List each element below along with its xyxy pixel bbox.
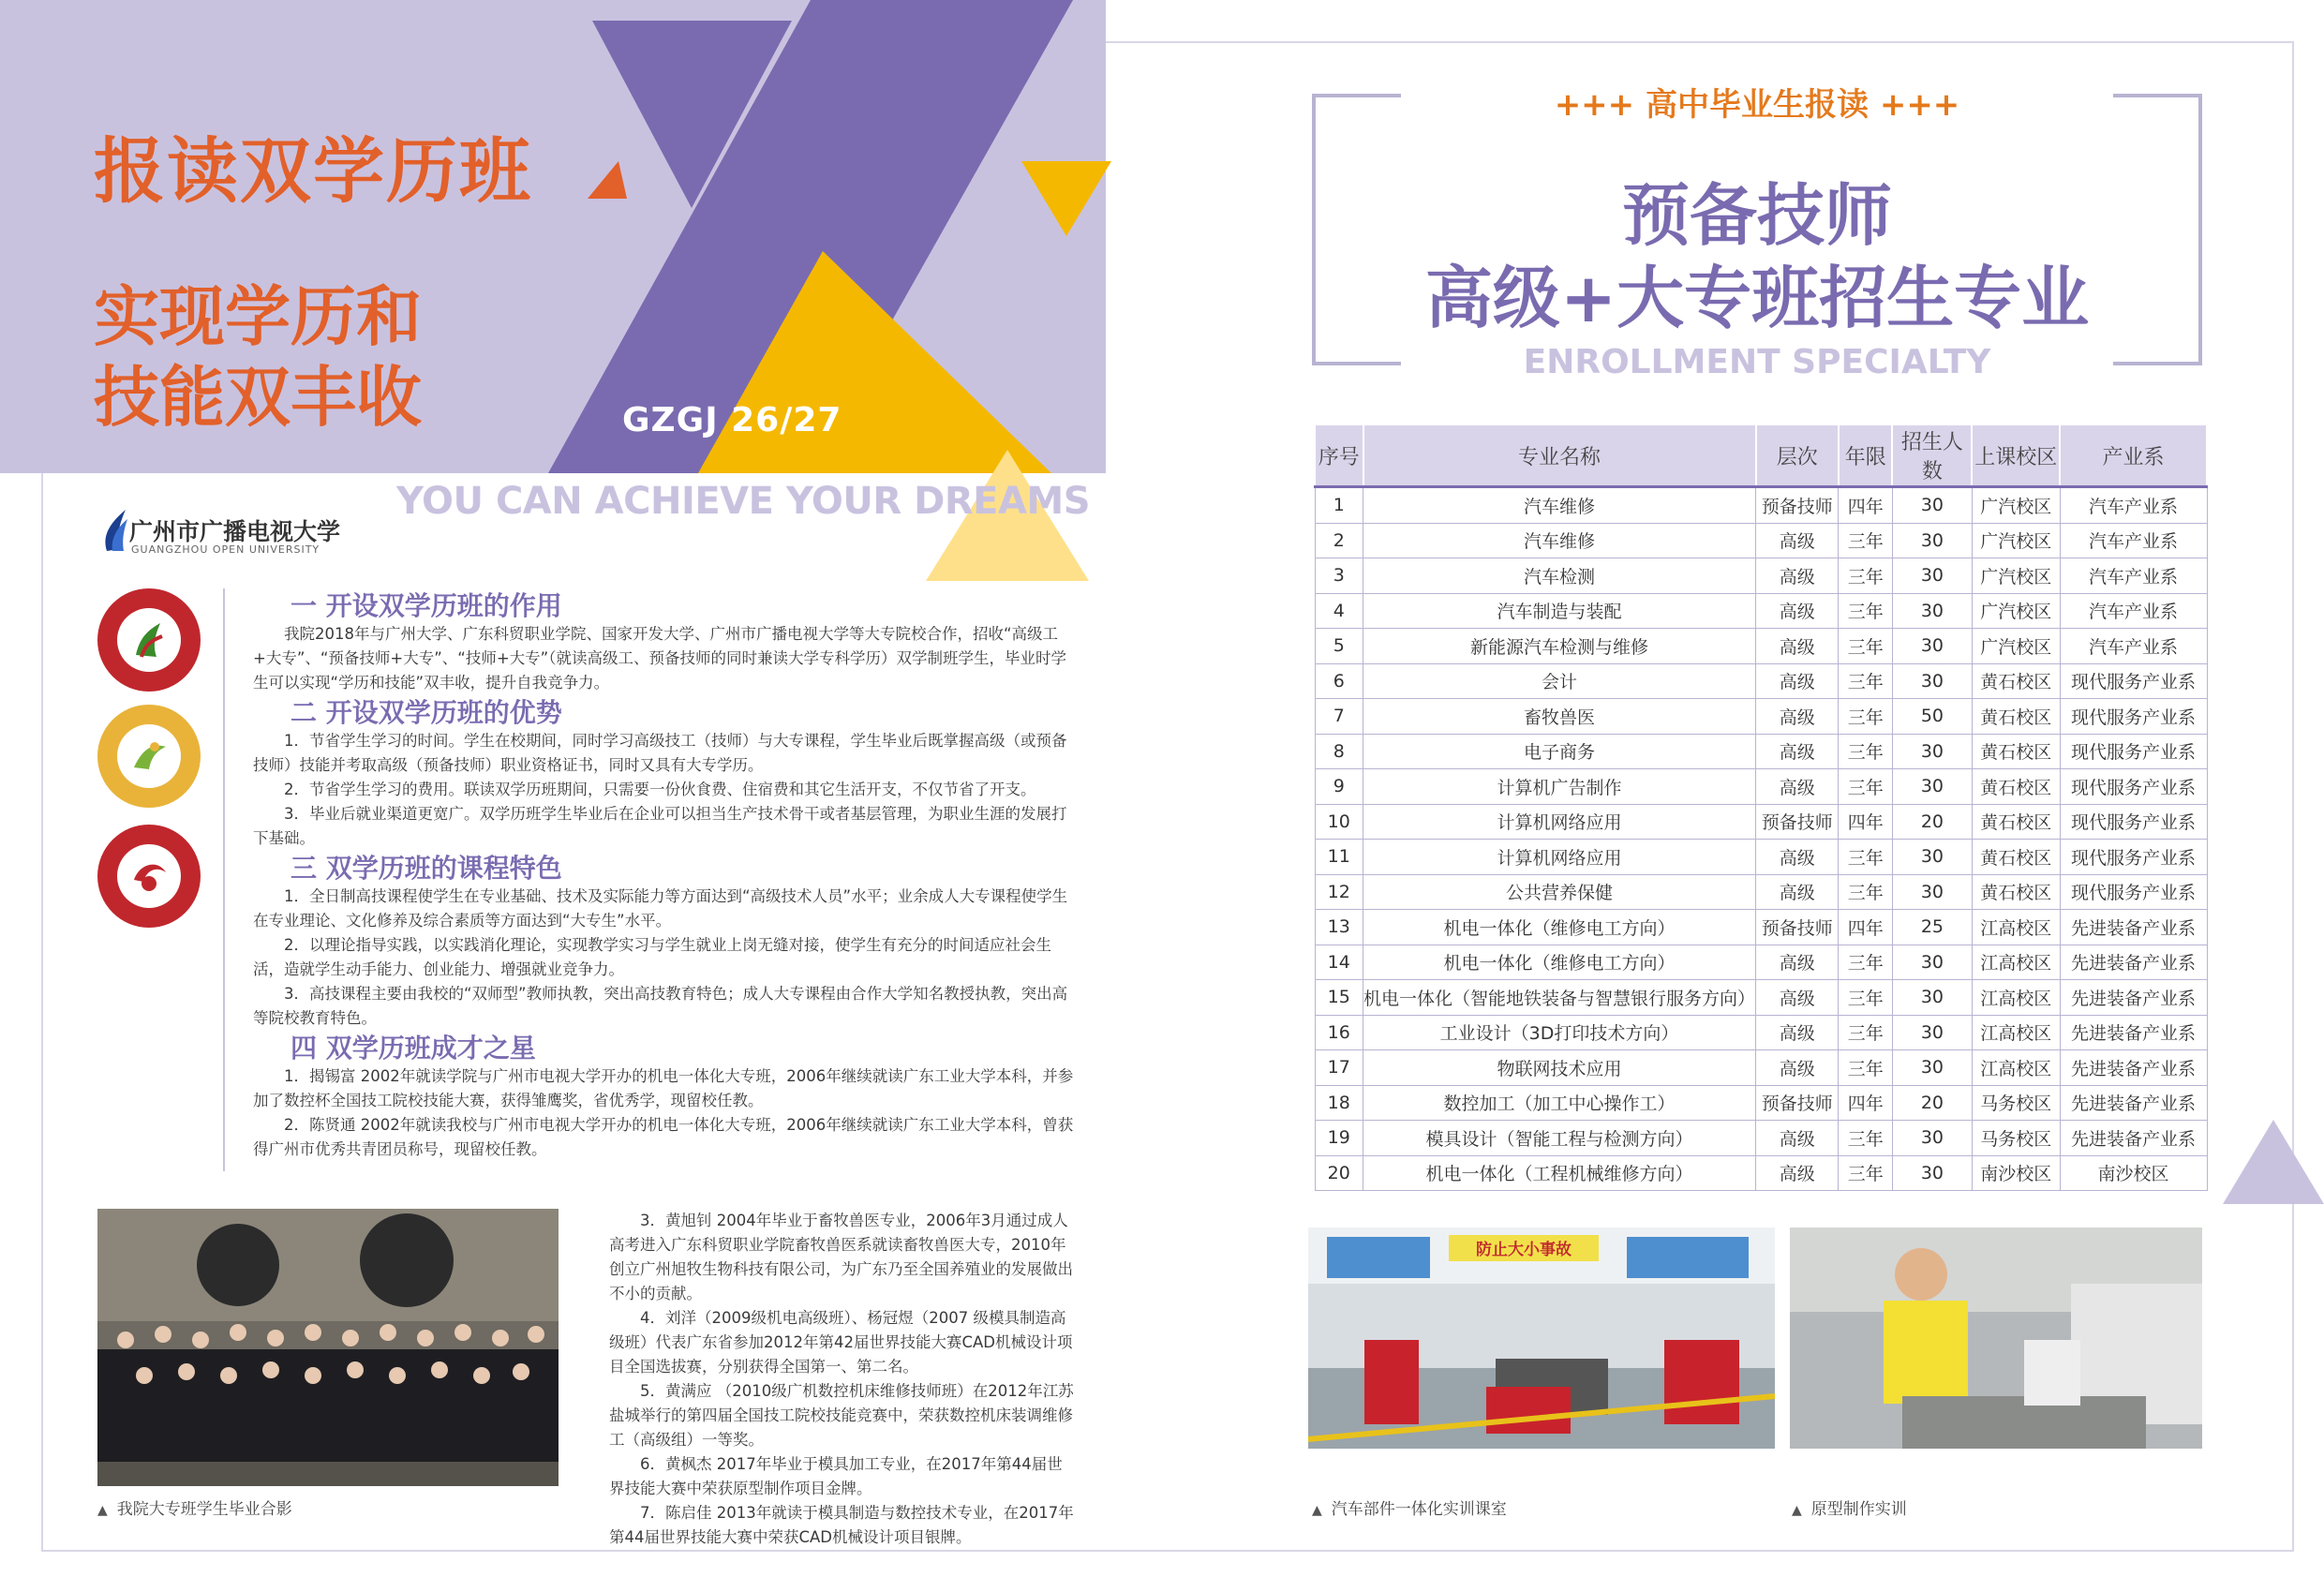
cell-quota: 25 (1892, 910, 1972, 945)
table-row (1315, 1085, 2207, 1121)
cell-duration: 三年 (1839, 945, 1892, 980)
cell-department: 汽车产业系 (2060, 523, 2207, 558)
cell-index: 16 (1315, 1015, 1363, 1050)
table-row (1315, 769, 2207, 805)
cell-quota: 30 (1892, 980, 1972, 1016)
paragraph: 6．黄枫杰 2017年毕业于模具加工专业，在2017年第44届世界技能大赛中荣获原型制作项目金牌。 (609, 1455, 1063, 1497)
cell-duration: 四年 (1839, 910, 1892, 945)
header-level: 层次 (1756, 424, 1839, 487)
hero-subtitle (94, 276, 422, 438)
heading-line1: 预备技师 (1621, 176, 1892, 255)
cell-duration: 三年 (1839, 1050, 1892, 1086)
cell-quota: 30 (1892, 629, 1972, 664)
paragraph: 5．黄满应 （2010级广机数控机床维修技师班）在2012年江苏盐城举行的第四届全国技工院校技能竞赛中，荣获数控机床装调维修工（高级组）一等奖。 (609, 1382, 1074, 1449)
cell-major: 计算机网络应用 (1363, 840, 1756, 875)
cell-index: 6 (1315, 663, 1363, 699)
cell-campus: 黄石校区 (1972, 804, 2060, 840)
cell-campus: 黄石校区 (1972, 699, 2060, 735)
header-major: 专业名称 (1363, 424, 1756, 487)
paragraph: 1．全日制高技课程使学生在专业基础、技术及实际能力等方面达到“高级技术人员”水平；业余成人大专课程使学生在专业理论、文化修养及综合素质等方面达到“大专生”水平。 (253, 887, 1068, 930)
cell-index: 10 (1315, 804, 1363, 840)
classroom-photo-caption (1312, 1495, 1507, 1519)
cell-duration: 三年 (1839, 874, 1892, 910)
hero-subtitle-line1: 实现学历和 (94, 278, 422, 355)
section-curriculum (253, 853, 1078, 1031)
cell-department: 先进装备产业系 (2060, 1121, 2207, 1156)
cell-major: 机电一体化（维修电工方向） (1363, 945, 1756, 980)
paragraph: 3．高技课程主要由我校的“双师型”教师执教，突出高技教育特色；成人大专课程由合作大学知名教授执教，突出高等院校教育特色。 (253, 985, 1068, 1027)
table-row (1315, 629, 2207, 664)
cell-department: 汽车产业系 (2060, 487, 2207, 524)
cell-major: 公共营养保健 (1363, 874, 1756, 910)
stars-continued (609, 1209, 1078, 1550)
header-quota: 招生人数 (1892, 424, 1972, 487)
cell-index: 15 (1315, 980, 1363, 1016)
cell-campus: 黄石校区 (1972, 874, 2060, 910)
heading-line2: 高级+大专班招生专业 (1424, 259, 2090, 337)
lavender-triangle (2223, 1120, 2324, 1204)
cell-level: 高级 (1756, 769, 1839, 805)
table-row (1315, 593, 2207, 629)
cell-campus: 江高校区 (1972, 910, 2060, 945)
cell-level: 高级 (1756, 874, 1839, 910)
table-row (1315, 558, 2207, 594)
cell-department: 汽车产业系 (2060, 558, 2207, 594)
cell-department: 先进装备产业系 (2060, 1015, 2207, 1050)
table-header-row (1315, 424, 2207, 487)
cell-campus: 江高校区 (1972, 1015, 2060, 1050)
vocational-college-seal-icon (97, 705, 201, 808)
cell-quota: 30 (1892, 1015, 1972, 1050)
cell-duration: 三年 (1839, 699, 1892, 735)
cell-quota: 30 (1892, 663, 1972, 699)
cell-department: 现代服务产业系 (2060, 699, 2207, 735)
cell-duration: 三年 (1839, 840, 1892, 875)
university-logo-icon (99, 506, 131, 553)
cell-quota: 30 (1892, 945, 1972, 980)
cell-quota: 30 (1892, 840, 1972, 875)
table-row (1315, 804, 2207, 840)
cell-department: 汽车产业系 (2060, 593, 2207, 629)
cell-index: 8 (1315, 734, 1363, 769)
cell-index: 17 (1315, 1050, 1363, 1086)
cell-department: 南沙校区 (2060, 1155, 2207, 1191)
cell-department: 先进装备产业系 (2060, 980, 2207, 1016)
header-index: 序号 (1315, 424, 1363, 487)
cell-quota: 30 (1892, 558, 1972, 594)
cell-campus: 广汽校区 (1972, 487, 2060, 524)
cell-index: 3 (1315, 558, 1363, 594)
cell-major: 计算机网络应用 (1363, 804, 1756, 840)
cell-index: 19 (1315, 1121, 1363, 1156)
triangle-bullet-icon: ▲ (97, 1503, 108, 1518)
cell-quota: 30 (1892, 769, 1972, 805)
cell-major: 模具设计（智能工程与检测方向） (1363, 1121, 1756, 1156)
paragraph: 3．黄旭钊 2004年毕业于畜牧兽医专业，2006年3月通过成人高考进入广东科贸职业学院畜牧兽医系就读畜牧兽医大专，2010年创立广州旭牧生物科技有限公司，为广东乃至全国养殖业的发展做出不小的贡献。 (609, 1212, 1073, 1302)
triangle-bullet-icon: ▲ (1312, 1503, 1322, 1518)
article-body (253, 588, 1078, 1162)
cell-duration: 三年 (1839, 734, 1892, 769)
cell-department: 先进装备产业系 (2060, 945, 2207, 980)
cell-duration: 三年 (1839, 593, 1892, 629)
cell-major: 数控加工（加工中心操作工） (1363, 1085, 1756, 1121)
specialty-table (1314, 424, 2208, 1191)
table-row (1315, 945, 2207, 980)
section-title: 三 双学历班的课程特色 (290, 853, 562, 884)
cell-campus: 广汽校区 (1972, 558, 2060, 594)
cell-major: 机电一体化（智能地铁装备与智慧银行服务方向） (1363, 980, 1756, 1016)
cell-index: 13 (1315, 910, 1363, 945)
cell-index: 20 (1315, 1155, 1363, 1191)
cell-level: 高级 (1756, 980, 1839, 1016)
cell-index: 14 (1315, 945, 1363, 980)
cell-index: 1 (1315, 487, 1363, 524)
section-title: 一 开设双学历班的作用 (290, 590, 562, 621)
cell-duration: 三年 (1839, 558, 1892, 594)
cell-major: 汽车维修 (1363, 523, 1756, 558)
auto-parts-classroom-photo (1308, 1227, 1775, 1449)
cell-duration: 三年 (1839, 523, 1892, 558)
cell-level: 预备技师 (1756, 804, 1839, 840)
cell-department: 现代服务产业系 (2060, 663, 2207, 699)
table-row (1315, 910, 2207, 945)
cell-campus: 广汽校区 (1972, 629, 2060, 664)
cell-duration: 三年 (1839, 769, 1892, 805)
cell-quota: 30 (1892, 1050, 1972, 1086)
cell-level: 高级 (1756, 1050, 1839, 1086)
section-title: 四 双学历班成才之星 (290, 1033, 536, 1064)
cell-quota: 50 (1892, 699, 1972, 735)
cell-campus: 马务校区 (1972, 1121, 2060, 1156)
cell-department: 现代服务产业系 (2060, 734, 2207, 769)
cell-index: 12 (1315, 874, 1363, 910)
cell-campus: 江高校区 (1972, 945, 2060, 980)
cell-quota: 30 (1892, 734, 1972, 769)
cell-major: 电子商务 (1363, 734, 1756, 769)
table-row (1315, 1050, 2207, 1086)
university-name-cn: 广州市广播电视大学 (129, 518, 341, 545)
open-university-seal-icon (97, 825, 201, 928)
paragraph: 我院2018年与广州大学、广东科贸职业学院、国家开发大学、广州市广播电视大学等大专院校合作，招收“高级工+大专”、“预备技师+大专”、“技师+大专”（就读高级工、预备技师的同时兼读大学专科学历）双学制班学生，毕业时学生可以实现“学历和技能”双丰收，提升自我竞争力。 (253, 625, 1066, 692)
cell-department: 先进装备产业系 (2060, 1085, 2207, 1121)
cell-level: 高级 (1756, 629, 1839, 664)
cell-campus: 江高校区 (1972, 980, 2060, 1016)
cell-index: 9 (1315, 769, 1363, 805)
cell-index: 11 (1315, 840, 1363, 875)
cell-duration: 三年 (1839, 629, 1892, 664)
caption-text: 汽车部件一体化实训课室 (1331, 1500, 1507, 1519)
cell-major: 物联网技术应用 (1363, 1050, 1756, 1086)
paragraph: 2．节省学生学习的费用。联读双学历班期间，只需要一份伙食费、住宿费和其它生活开支，不仅节省了开支。 (284, 781, 1036, 798)
header-campus: 上课校区 (1972, 424, 2060, 487)
cell-quota: 30 (1892, 874, 1972, 910)
cell-duration: 三年 (1839, 980, 1892, 1016)
cell-major: 新能源汽车检测与维修 (1363, 629, 1756, 664)
cell-department: 先进装备产业系 (2060, 1050, 2207, 1086)
hero-title: 报读双学历班 (94, 129, 532, 213)
paragraph: 4．刘洋（2009级机电高级班）、杨冠煜（2007 级模具制造高级班）代表广东省参加2012年第42届世界技能大赛CAD机械设计项目全国选拔赛，分别获得全国第一、第二名。 (609, 1309, 1073, 1376)
paragraph: 1．揭锡富 2002年就读学院与广州市电视大学开办的机电一体化大专班，2006年继续就读广东工业大学本科，并参加了数控杯全国技工院校技能大赛，获得雏鹰奖，省优秀学，现留校任教。 (253, 1067, 1074, 1109)
table-row (1315, 1121, 2207, 1156)
table-row (1315, 663, 2207, 699)
cell-campus: 南沙校区 (1972, 1155, 2060, 1191)
cell-level: 高级 (1756, 1015, 1839, 1050)
orange-triangle (588, 161, 627, 199)
cell-level: 预备技师 (1756, 910, 1839, 945)
cell-duration: 三年 (1839, 1121, 1892, 1156)
cell-campus: 广汽校区 (1972, 523, 2060, 558)
audience-label: +++ 高中毕业生报读 +++ (1537, 79, 1977, 125)
cell-level: 预备技师 (1756, 1085, 1839, 1121)
cell-level: 高级 (1756, 840, 1839, 875)
table-row (1315, 523, 2207, 558)
cell-duration: 四年 (1839, 487, 1892, 524)
cell-campus: 黄石校区 (1972, 734, 2060, 769)
cell-major: 计算机广告制作 (1363, 769, 1756, 805)
table-row (1315, 840, 2207, 875)
table-body (1315, 487, 2207, 1191)
cell-quota: 30 (1892, 1121, 1972, 1156)
cell-level: 高级 (1756, 558, 1839, 594)
section-advantages (253, 697, 1078, 851)
workshop-photo-caption (1792, 1495, 1907, 1519)
table-row (1315, 980, 2207, 1016)
cell-level: 高级 (1756, 945, 1839, 980)
table-row (1315, 487, 2207, 524)
cell-campus: 黄石校区 (1972, 663, 2060, 699)
section-stars (253, 1033, 1078, 1162)
prototype-workshop-photo (1790, 1227, 2202, 1449)
cell-department: 现代服务产业系 (2060, 874, 2207, 910)
cell-major: 汽车维修 (1363, 487, 1756, 524)
cell-level: 高级 (1756, 1155, 1839, 1191)
cell-level: 高级 (1756, 734, 1839, 769)
paragraph: 2．以理论指导实践，以实践消化理论，实现教学实习与学生就业上岗无缝对接，使学生有充分的时间适应社会生活，造就学生动手能力、创业能力、增强就业竞争力。 (253, 936, 1051, 978)
cell-campus: 广汽校区 (1972, 593, 2060, 629)
university-name-en: GUANGZHOU OPEN UNIVERSITY (131, 543, 320, 556)
cell-department: 现代服务产业系 (2060, 840, 2207, 875)
paragraph: 1．节省学生学习的时间。学生在校期间，同时学习高级技工（技师）与大专课程，学生毕业后既掌握高级（或预备技师）技能并考取高级（预备技师）职业资格证书，同时又具有大专学历。 (253, 732, 1067, 774)
cell-duration: 四年 (1839, 1085, 1892, 1121)
table-row (1315, 734, 2207, 769)
cell-duration: 三年 (1839, 1015, 1892, 1050)
cell-department: 汽车产业系 (2060, 629, 2207, 664)
caption-text: 原型制作实训 (1810, 1500, 1907, 1519)
cell-duration: 三年 (1839, 1155, 1892, 1191)
cell-level: 高级 (1756, 593, 1839, 629)
cell-department: 先进装备产业系 (2060, 910, 2207, 945)
cell-quota: 20 (1892, 1085, 1972, 1121)
cell-index: 4 (1315, 593, 1363, 629)
cell-campus: 江高校区 (1972, 1050, 2060, 1086)
triangle-bullet-icon: ▲ (1792, 1503, 1802, 1518)
cell-quota: 20 (1892, 804, 1972, 840)
cell-quota: 30 (1892, 523, 1972, 558)
table-row (1315, 874, 2207, 910)
cell-duration: 三年 (1839, 663, 1892, 699)
cell-quota: 30 (1892, 1155, 1972, 1191)
cell-duration: 四年 (1839, 804, 1892, 840)
cell-major: 会计 (1363, 663, 1756, 699)
cell-index: 5 (1315, 629, 1363, 664)
cell-major: 机电一体化（工程机械维修方向） (1363, 1155, 1756, 1191)
cell-department: 现代服务产业系 (2060, 804, 2207, 840)
cell-campus: 黄石校区 (1972, 840, 2060, 875)
cell-index: 18 (1315, 1085, 1363, 1121)
header-duration: 年限 (1839, 424, 1892, 487)
paragraph: 7．陈启佳 2013年就读于模具制造与数控技术专业，在2017年第44届世界技能大赛中荣获CAD机械设计项目银牌。 (609, 1504, 1074, 1546)
cell-quota: 30 (1892, 593, 1972, 629)
slogan: YOU CAN ACHIEVE YOUR DREAMS (396, 480, 1091, 523)
cell-campus: 黄石校区 (1972, 769, 2060, 805)
hero-subtitle-line2: 技能双丰收 (94, 359, 422, 436)
cell-major: 工业设计（3D打印技术方向） (1363, 1015, 1756, 1050)
guangzhou-university-seal-icon (97, 588, 201, 692)
section-title: 二 开设双学历班的优势 (290, 697, 562, 728)
issue-number: GZGJ 26/27 (622, 401, 842, 439)
cell-major: 机电一体化（维修电工方向） (1363, 910, 1756, 945)
table-row (1315, 699, 2207, 735)
classroom-sign-text: 防止大小事故 (1476, 1241, 1572, 1259)
cell-index: 2 (1315, 523, 1363, 558)
cell-level: 高级 (1756, 523, 1839, 558)
heading-english: ENROLLMENT SPECIALTY (1523, 343, 1991, 381)
cell-major: 畜牧兽医 (1363, 699, 1756, 735)
cell-major: 汽车检测 (1363, 558, 1756, 594)
cell-level: 预备技师 (1756, 487, 1839, 524)
section-role (253, 590, 1078, 695)
cell-campus: 马务校区 (1972, 1085, 2060, 1121)
table-row (1315, 1155, 2207, 1191)
header-department: 产业系 (2060, 424, 2207, 487)
paragraph: 2．陈贤通 2002年就读我校与广州市电视大学开办的机电一体化大专班，2006年继续就读广东工业大学本科，曾获得广州市优秀共青团员称号，现留校任教。 (253, 1116, 1074, 1158)
table-row (1315, 1015, 2207, 1050)
paragraph: 3．毕业后就业渠道更宽广。双学历班学生毕业后在企业可以担当生产技术骨干或者基层管理，为职业生涯的发展打下基础。 (253, 805, 1067, 847)
graduation-photo (97, 1209, 559, 1486)
cell-level: 高级 (1756, 699, 1839, 735)
graduation-photo-caption (97, 1495, 292, 1519)
cell-major: 汽车制造与装配 (1363, 593, 1756, 629)
cell-level: 高级 (1756, 1121, 1839, 1156)
cell-quota: 30 (1892, 487, 1972, 524)
yellow-triangle-small (1021, 161, 1111, 236)
cell-level: 高级 (1756, 663, 1839, 699)
cell-index: 7 (1315, 699, 1363, 735)
caption-text: 我院大专班学生毕业合影 (116, 1500, 292, 1519)
cell-department: 现代服务产业系 (2060, 769, 2207, 805)
section-divider (223, 588, 225, 1171)
